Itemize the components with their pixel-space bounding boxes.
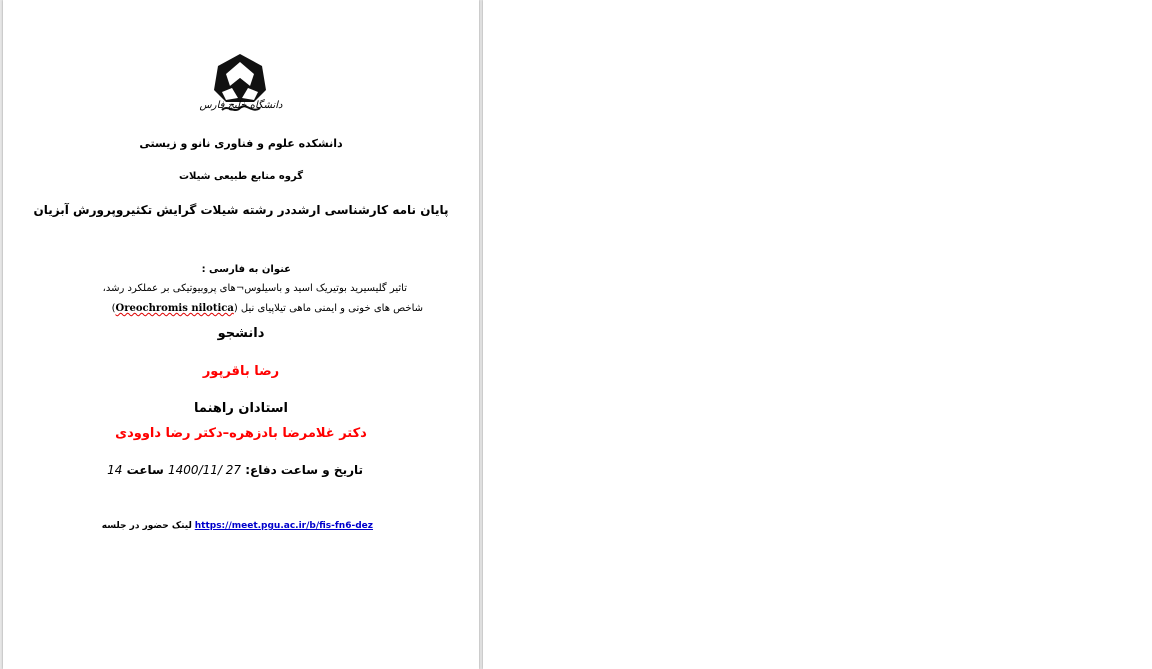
department-name: گروه منابع طبیعی شیلات xyxy=(178,171,304,182)
faculty-name: دانشکده علوم و فناوری نانو و زیستی xyxy=(139,137,343,150)
thesis-title-line-2-prefix: شاخص های خونی و ایمنی ماهی تیلاپیای نیل ( xyxy=(233,303,423,314)
thesis-title-line-1: تاثیر گلیسیرید بوتیریک اسید و باسیلوس¬های پروبیوتیکی بر عملکرد رشد، xyxy=(102,283,407,294)
advisors-names: دکتر غلامرضا بادزهره–دکتر رضا داوودی xyxy=(115,426,367,441)
logo-caption: دانشگاه خلیج فارس xyxy=(199,100,283,111)
defense-time-label: ساعت xyxy=(126,463,164,477)
defense-time: 14 xyxy=(107,463,123,477)
thesis-title-line-2-suffix: ) xyxy=(111,303,116,314)
meeting-link-label: لینک حضور در جلسه xyxy=(101,521,192,531)
document-page-1 xyxy=(3,0,479,669)
title-label: عنوان به فارسی : xyxy=(201,264,291,275)
defense-date: 1400/11/ 27 xyxy=(168,463,242,477)
student-label: دانشجو xyxy=(217,326,265,341)
student-name: رضا باقرپور xyxy=(202,364,280,379)
thesis-type: پایان نامه کارشناسی ارشددر رشته شیلات گرایش تکثیروپرورش آبزیان xyxy=(33,203,449,217)
defense-info xyxy=(3,463,363,477)
advisors-label: استادان راهنما xyxy=(193,401,289,416)
document-page-2 xyxy=(483,0,1152,669)
meeting-link[interactable]: https://meet.pgu.ac.ir/b/fis-fn6-dez xyxy=(194,521,373,531)
meeting-link-line xyxy=(3,521,373,531)
species-name: Oreochromis nilotica xyxy=(115,303,234,314)
defense-label: تاریخ و ساعت دفاع: xyxy=(245,463,363,477)
thesis-title-line-2 xyxy=(3,303,423,314)
